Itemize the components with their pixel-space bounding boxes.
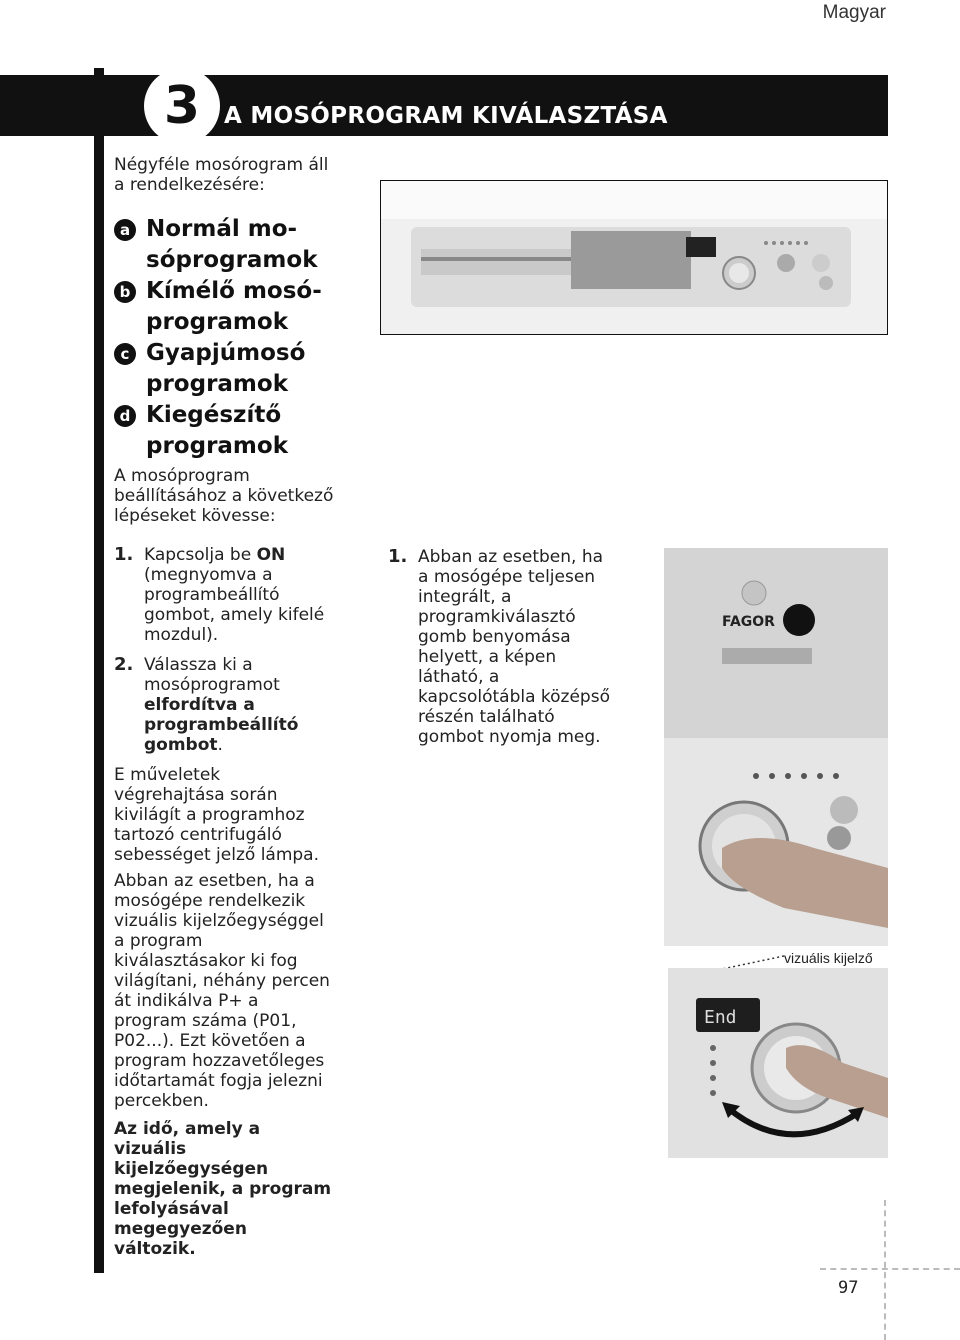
paragraph-display: Abban az esetben, ha a mosógépe rendelkezik vizuális kijelzőegységgel a program kiválasztásakor ki fog világítani, néhány percen át indikálva P+ a program száma (P01, P02...). Ezt követően a program hozzavetőleges időtartamát fogja jelezni percekben.: [114, 871, 330, 1111]
section-title: A MOSÓPROGRAM KIVÁLASZTÁSA: [224, 103, 668, 129]
step-2: [114, 655, 334, 755]
category-label: programok: [146, 309, 288, 335]
category-label: Gyapjúmosó: [146, 340, 306, 366]
knob-display-photo: [668, 968, 888, 1158]
category-item-c: [114, 338, 334, 400]
category-list: [114, 214, 334, 462]
step-bold: ON: [256, 545, 286, 565]
category-label: sóprogramok: [146, 247, 318, 273]
visual-display-callout: vizuális kijelző: [784, 950, 873, 966]
category-label: programok: [146, 371, 288, 397]
paragraph-time-note: Az idő, amely a vizuális kijelzőegységen megjelenik, a program lefolyásával megegyezően változik.: [114, 1119, 332, 1259]
crop-mark-vertical: [884, 1200, 886, 1340]
integrated-button-photo: [664, 548, 888, 946]
step-text: Válassza ki a mosóprogramot: [144, 655, 280, 695]
knob-rotate-illustration: [668, 968, 888, 1158]
category-letter: b: [114, 281, 136, 303]
step-number: 1.: [388, 546, 408, 567]
category-letter: d: [114, 405, 136, 427]
left-margin-bar: [94, 68, 104, 1273]
steps-column: [114, 545, 334, 1259]
category-item-d: [114, 400, 334, 462]
step-1: [114, 545, 334, 645]
category-item-a: [114, 214, 334, 276]
intro-text: Négyféle mosórogram áll a rendelkezésére:: [114, 155, 329, 195]
language-label: Magyar: [822, 2, 886, 23]
step-text: Abban az esetben, ha a mosógépe teljesen integrált, a programkiválasztó gomb benyomása helyett, a képen látható, a kapcsolótábla középső részén található gombot nyomja meg.: [418, 547, 610, 747]
page-number: 97: [838, 1278, 859, 1298]
control-panel-photo: [380, 180, 888, 335]
control-panel-illustration: [381, 181, 888, 335]
finger-press-illustration: [664, 548, 888, 946]
category-letter: c: [114, 343, 136, 365]
category-label: Kiegészítő: [146, 402, 282, 428]
setup-text: A mosóprogram beállításához a következő lépéseket kövesse:: [114, 466, 334, 526]
step-text: (megnyomva a programbeállító gombot, amely kifelé mozdul).: [144, 565, 325, 645]
brand-logo-text: FAGOR: [722, 614, 775, 630]
category-letter: a: [114, 219, 136, 241]
integrated-step: [388, 547, 618, 747]
crop-mark-horizontal: [820, 1268, 960, 1270]
paragraph-lamp: E műveletek végrehajtása során kivilágít a programhoz tartozó centrifugáló sebességet jelző lámpa.: [114, 765, 320, 865]
category-label: Normál mo-: [146, 216, 298, 242]
category-label: programok: [146, 433, 288, 459]
step-number: 2.: [114, 654, 134, 675]
step-text: .: [217, 735, 223, 755]
step-bold: elfordítva a programbeállító gombot: [144, 695, 299, 755]
category-label: Kímélő mosó-: [146, 278, 322, 304]
step-number: 1.: [114, 544, 134, 565]
section-number-badge: 3: [144, 68, 220, 144]
display-readout: End: [704, 1007, 737, 1028]
step-text: Kapcsolja be: [144, 545, 257, 565]
category-item-b: [114, 276, 334, 338]
